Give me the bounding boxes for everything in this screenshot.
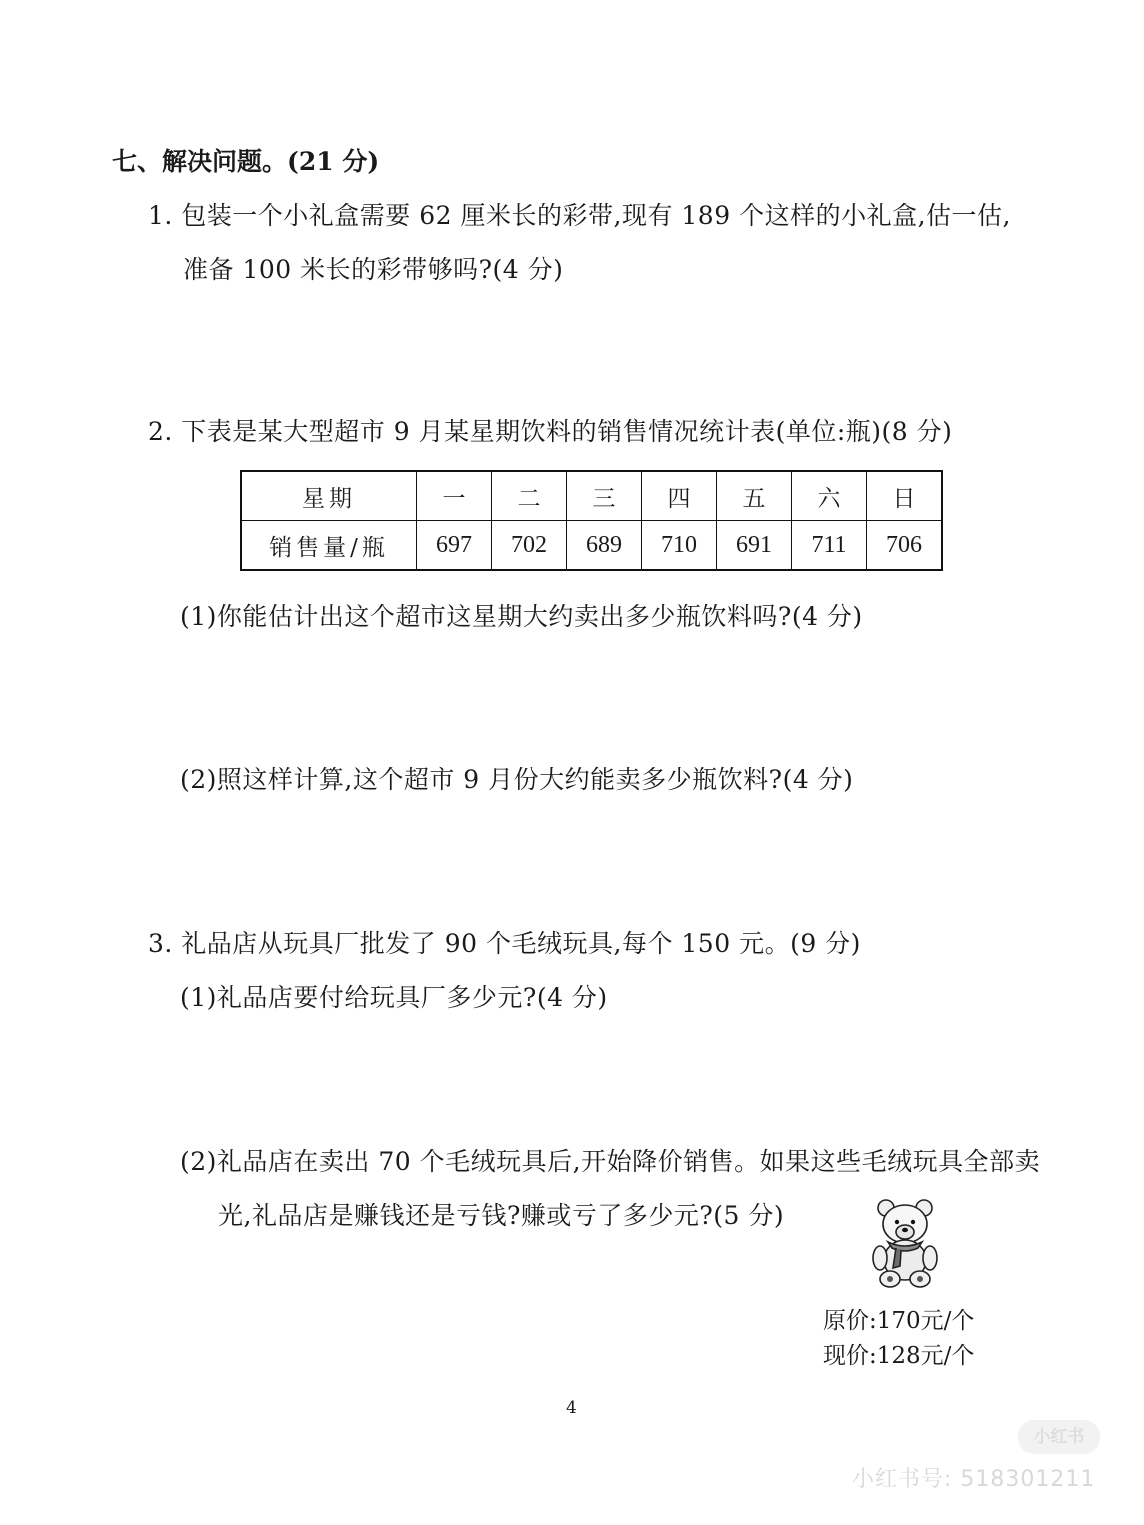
- day-cell: 四: [642, 471, 717, 521]
- day-cell: 三: [567, 471, 642, 521]
- teddy-bear-icon: [866, 1196, 944, 1288]
- table-values-row: [241, 521, 942, 571]
- question-1-line-2: 准备 100 米长的彩带够吗?(4 分): [183, 255, 564, 284]
- question-3-intro: 3. 礼品店从玩具厂批发了 90 个毛绒玩具,每个 150 元。(9 分): [148, 929, 861, 958]
- question-3-sub-1: (1)礼品店要付给玩具厂多少元?(4 分): [180, 983, 608, 1012]
- question-2-sub-1: (1)你能估计出这个超市这星期大约卖出多少瓶饮料吗?(4 分): [180, 602, 863, 631]
- value-cell: 702: [492, 521, 567, 571]
- header-label-cell: 星期: [241, 471, 417, 521]
- value-cell: 706: [867, 521, 943, 571]
- watermark-text: 小红书号: 518301211: [852, 1467, 1096, 1492]
- day-cell: 五: [717, 471, 792, 521]
- table-header-row: [241, 471, 942, 521]
- current-price: 现价:128元/个: [823, 1343, 975, 1369]
- day-cell: 一: [417, 471, 492, 521]
- value-cell: 697: [417, 521, 492, 571]
- original-price: 原价:170元/个: [823, 1308, 975, 1334]
- question-2-intro: 2. 下表是某大型超市 9 月某星期饮料的销售情况统计表(单位:瓶)(8 分): [148, 417, 953, 446]
- section-title: 七、解决问题。(21 分): [112, 147, 380, 176]
- day-cell: 六: [792, 471, 867, 521]
- day-cell: 日: [867, 471, 943, 521]
- value-cell: 710: [642, 521, 717, 571]
- value-cell: 711: [792, 521, 867, 571]
- question-1-line-1: 1. 包装一个小礼盒需要 62 厘米长的彩带,现有 189 个这样的小礼盒,估一估,: [148, 201, 1011, 230]
- watermark-logo: 小红书: [1018, 1420, 1100, 1454]
- page-number: 4: [566, 1398, 577, 1418]
- value-cell: 691: [717, 521, 792, 571]
- sales-table: [240, 470, 943, 571]
- day-cell: 二: [492, 471, 567, 521]
- row-label-cell: 销售量/瓶: [241, 521, 417, 571]
- question-3-sub-2-line-2: 光,礼品店是赚钱还是亏钱?赚或亏了多少元?(5 分): [218, 1201, 785, 1230]
- question-2-sub-2: (2)照这样计算,这个超市 9 月份大约能卖多少瓶饮料?(4 分): [180, 765, 854, 794]
- question-3-sub-2-line-1: (2)礼品店在卖出 70 个毛绒玩具后,开始降价销售。如果这些毛绒玩具全部卖: [180, 1147, 1041, 1176]
- value-cell: 689: [567, 521, 642, 571]
